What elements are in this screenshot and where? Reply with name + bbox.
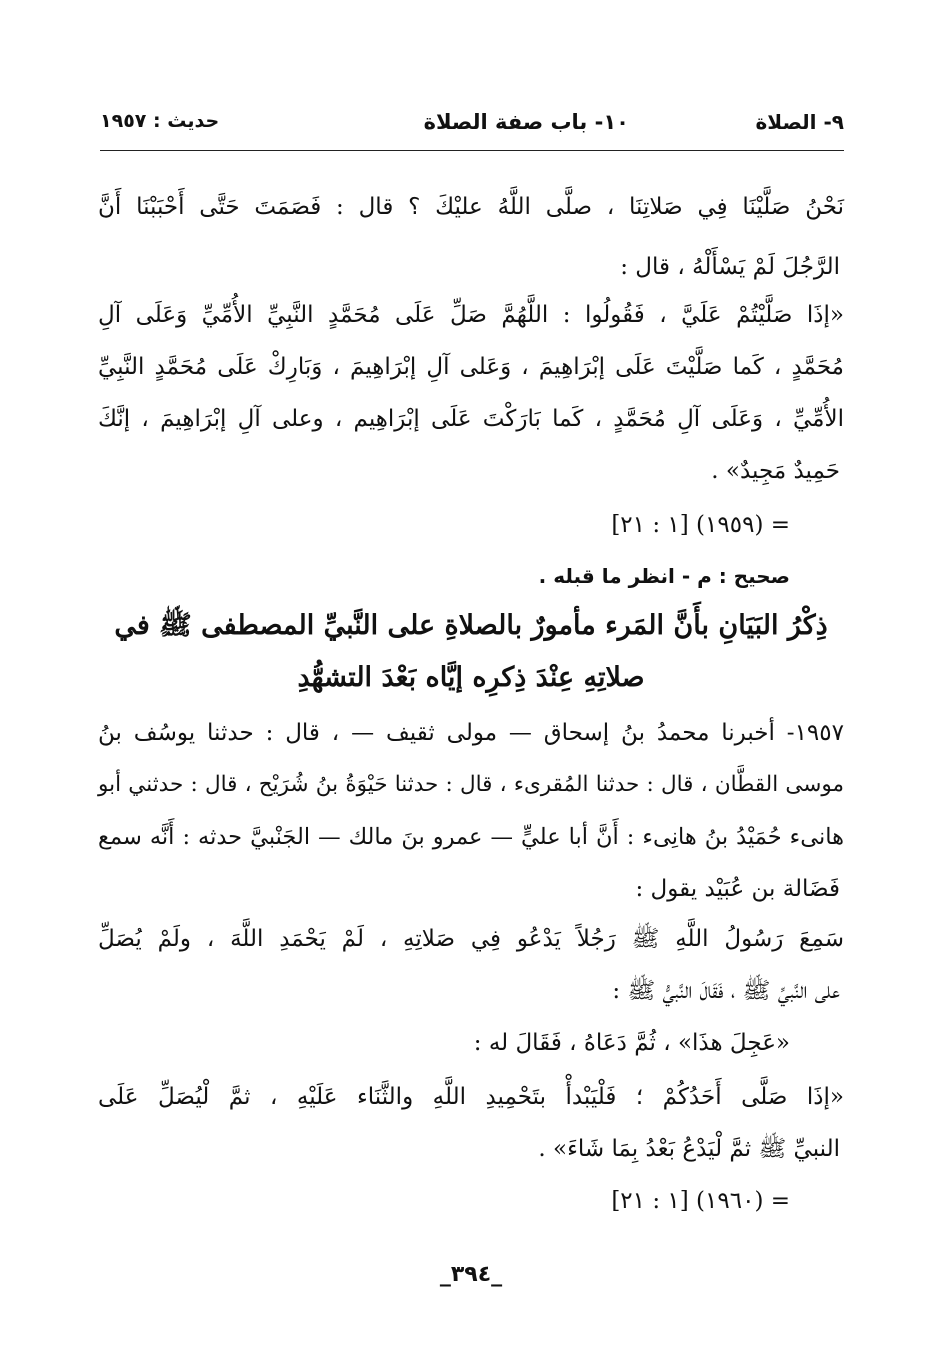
chapter-title: ٩- الصلاة (755, 110, 844, 134)
cross-reference: = (١٩٥٩) [١ : ٢١] (611, 512, 790, 538)
hadith-reference: حديث : ١٩٥٧ (100, 110, 220, 132)
running-header (100, 110, 844, 142)
hadith-text-line: حَمِيدٌ مَجِيدٌ» . (711, 458, 840, 484)
hadith-text-line: مُحَمَّدٍ ، كَما صَلَّيْتَ عَلَى إبْرَاهِيمَ ، وَعَلى آلِ إبْرَاهِيمَ ، وَبَارِكْ عَلَى مُحَمَّدٍ النَّبِيِّ (98, 354, 844, 380)
hadith-text-line: «إذَا صَلَّى أَحَدُكُمْ ؛ فَلْيَبْدأْ بتَحْمِيدِ اللَّهِ والثَّنَاء عَلَيْهِ ، ثمَّ لْيُصَلِّ عَلَى (98, 1084, 844, 1110)
isnad-line: فَضَالة بن عُبَيْد يقول : (635, 876, 840, 902)
hadith-text-line: «إذَا صَلَّيْتُمْ عَلَيَّ ، فَقُولُوا : اللَّهُمَّ صَلِّ عَلَى مُحَمَّدٍ النَّبِيِّ الأُمِّيِّ وَعَلَى آلِ (98, 302, 844, 328)
page-number: _٣٩٤_ (439, 1262, 503, 1287)
section-title: ١٠- باب صفة الصلاة (423, 110, 629, 134)
isnad-line: موسى القطَّان ، قال : حدثنا المُقرىء ، قال : حدثنا حَيْوَةُ بنُ شُرَيْح ، قال : حدثني أبو (98, 772, 844, 797)
hadith-text-line: سَمِعَ رَسُولُ اللَّهِ ﷺ رَجُلاً يَدْعُو فِي صَلاتِهِ ، لَمْ يَحْمَدِ اللَّهَ ، ولَمْ يُصَلِّ (98, 926, 844, 952)
header-divider (100, 150, 844, 151)
text-line: نَحْنُ صَلَّيْنَا فِي صَلاتِنَا ، صلَّى اللَّهُ عليْكَ ؟ قال : فَصَمَتَ حَتَّى أَحْبَبْنَا أَنَّ (98, 194, 844, 220)
isnad-line: هانىء حُمَيْدُ بنُ هانِىء : أَنَّ أبا عليٍّ — عمرو بنَ مالك — الجَنْبيَّ حدثه : أَنَّه سمع (98, 824, 844, 850)
hadith-text-line: «عَجِلَ هذَا» ، ثُمَّ دَعَاهُ ، فَقَالَ له : (473, 1030, 790, 1056)
chapter-heading: صلاتِهِ عِنْدَ ذِكرِه إيَّاه بَعْدَ التشهُّدِ (297, 662, 645, 693)
hadith-text-line: النبيِّ ﷺ ثمَّ لْيَدْعُ بَعْدُ بِمَا شَاءَ» . (538, 1136, 840, 1162)
isnad-line: ١٩٥٧- أخبرنا محمدُ بنُ إسحاق — مولى ثقيف — ، قال : حدثنا يوسُف بنُ (98, 720, 844, 746)
grading-note: صحيح : م - انظر ما قبله . (538, 564, 790, 588)
chapter-heading: ذِكْرُ البَيَانِ بأَنَّ المَرء مأمورٌ بالصلاةِ على النَّبيِّ المصطفى ﷺ في (114, 610, 828, 641)
cross-reference: = (١٩٦٠) [١ : ٢١] (611, 1188, 790, 1214)
hadith-text-line: على النَّبيِّ ﷺ ، فَقَالَ النَّبيُّ ﷺ : (612, 978, 840, 1004)
hadith-text-line: الأُمِّيِّ ، وَعَلَى آلِ مُحَمَّدٍ ، كَما بَارَكْتَ عَلَى إبْرَاهِيم ، وعلى آلِ إبْرَاهِيمَ ، إنَّكَ (98, 406, 844, 432)
text-line: الرَّجُلَ لَمْ يَسْأَلْهُ ، قال : (620, 254, 840, 280)
